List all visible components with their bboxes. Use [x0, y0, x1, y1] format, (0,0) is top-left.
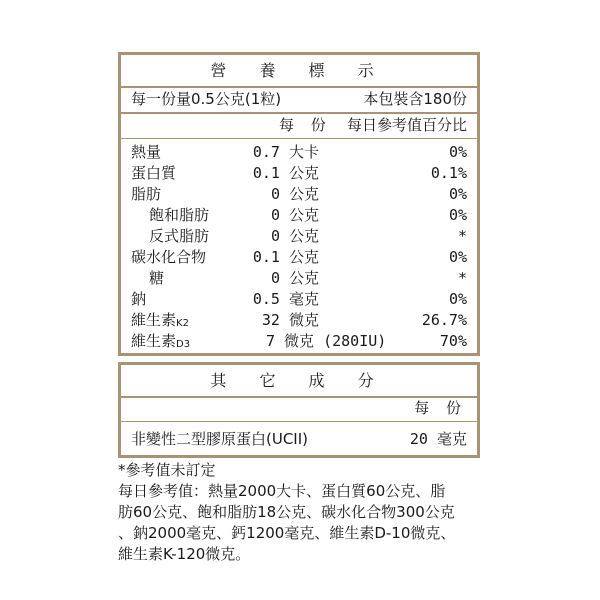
- nutrient-daily-value: 0%: [448, 290, 467, 308]
- divider: [121, 112, 477, 114]
- nutrient-name: 脂肪: [131, 185, 162, 203]
- nutrition-title: 營 養 標 示: [210, 61, 388, 80]
- nutrient-name: 糖: [149, 269, 165, 287]
- nutrient-daily-value: 0%: [448, 143, 467, 161]
- nutrient-amount: 0.7 大卡: [252, 143, 319, 161]
- other-ingredients-title: 其 它 成 分: [210, 371, 388, 390]
- column-header-daily-value: 每日參考值百分比: [346, 116, 467, 134]
- nutrient-name: 碳水化合物: [131, 248, 207, 266]
- nutrient-amount: 0 公克: [270, 206, 319, 224]
- nutrient-daily-value: 0%: [448, 206, 467, 224]
- footnote-line: 每日參考值：熱量2000大卡、蛋白質60公克、脂: [118, 482, 446, 500]
- footnote-line: 、鈉2000毫克、鈣1200毫克、維生素D-10微克、: [118, 524, 456, 542]
- divider: [121, 138, 477, 139]
- nutrient-name: 飽和脂肪: [149, 206, 210, 224]
- nutrient-amount: 0.1 公克: [252, 164, 319, 182]
- nutrient-daily-value: *: [457, 227, 467, 245]
- nutrition-facts-table: [118, 52, 480, 356]
- nutrient-daily-value: 0.1%: [430, 164, 467, 182]
- serving-size: 每一份量0.5公克(1粒): [131, 90, 282, 108]
- nutrient-amount: 0 公克: [270, 227, 319, 245]
- nutrient-amount: 0.5 毫克: [252, 290, 319, 308]
- nutrient-amount: 0 公克: [270, 269, 319, 287]
- column-header-per-serving: 每 份: [279, 116, 332, 134]
- nutrient-name: 維生素$_{K2}$: [131, 311, 189, 329]
- nutrient-name: 維生素$_{D3}$: [131, 332, 191, 350]
- footnote: [118, 460, 488, 565]
- column-header-per-serving: 每 份: [414, 399, 467, 417]
- nutrient-name: 熱量: [131, 143, 162, 161]
- nutrient-name: 鈉: [131, 290, 147, 308]
- nutrient-daily-value: 0%: [448, 185, 467, 203]
- nutrient-amount: 0.1 公克: [252, 248, 319, 266]
- divider: [121, 86, 477, 88]
- nutrient-amount: 32 微克: [261, 311, 319, 329]
- nutrient-daily-value: 0%: [448, 248, 467, 266]
- nutrient-name: 反式脂肪: [149, 227, 210, 245]
- other-ingredients-table: [118, 362, 480, 458]
- ingredient-amount: 20 毫克: [409, 430, 467, 448]
- divider: [121, 421, 477, 422]
- footnote-line: 肪60公克、飽和脂肪18公克、碳水化合物300公克: [118, 503, 455, 521]
- nutrient-daily-value: 70%: [439, 332, 467, 350]
- nutrient-name: 蛋白質: [131, 164, 177, 182]
- footnote-line: *參考值未訂定: [118, 461, 216, 479]
- footnote-line: 維生素K-120微克。: [118, 545, 251, 563]
- nutrient-daily-value: *: [457, 269, 467, 287]
- nutrient-amount: 0 公克: [270, 185, 319, 203]
- nutrient-daily-value: 26.7%: [421, 311, 467, 329]
- ingredient-name: 非變性二型膠原蛋白(UCII): [131, 430, 309, 448]
- nutrient-amount: 7 微克 (280IU): [266, 332, 387, 350]
- servings-per-pack: 本包裝含180份: [363, 90, 467, 108]
